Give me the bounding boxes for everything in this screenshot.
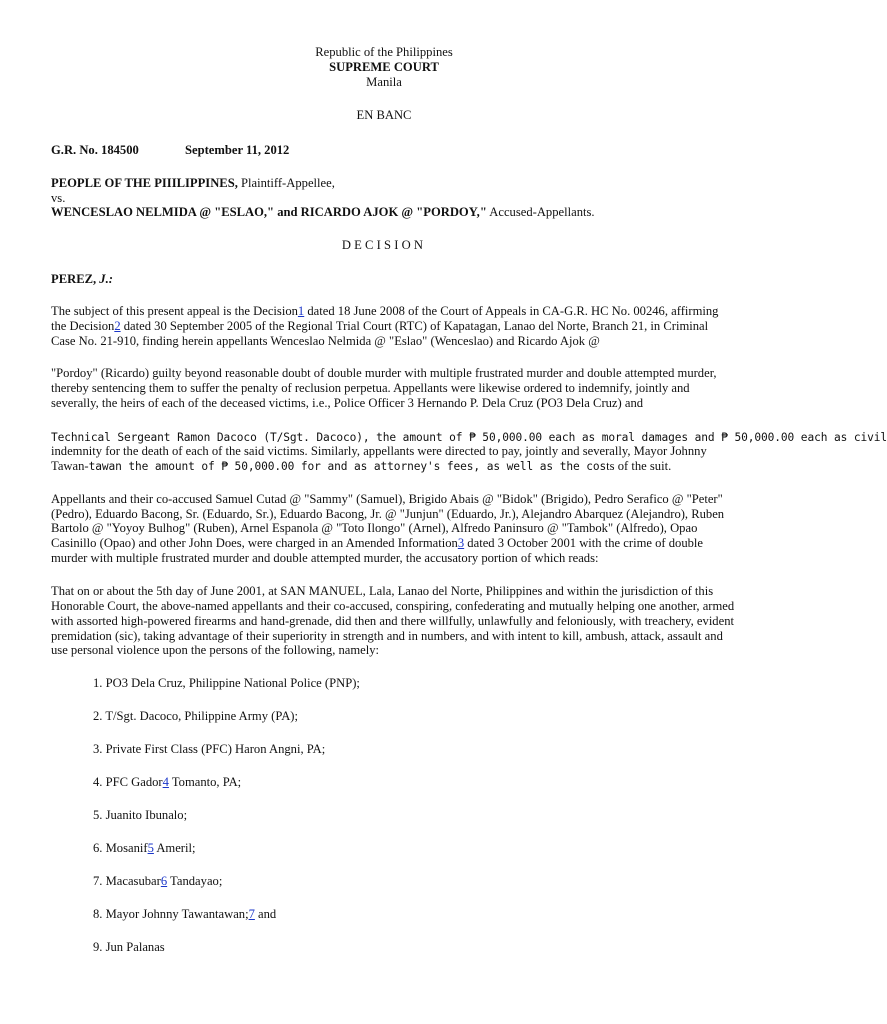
- para2-line3: severally, the heirs of each of the deceased victims, i.e., Police Officer 3 Hernando P. Dela Cruz (PO3 Dela Cruz) and: [51, 396, 644, 410]
- victim-text: 2. T/Sgt. Dacoco, Philippine Army (PA);: [93, 709, 298, 723]
- plaintiff-role: Plaintiff-Appellee,: [241, 176, 335, 190]
- victim-text: 9. Jun Palanas: [93, 940, 165, 954]
- para1-text: The subject of this present appeal is the Decision: [51, 304, 298, 318]
- ponente-name: PEREZ,: [51, 272, 97, 286]
- versus-text: vs.: [51, 191, 66, 205]
- victim-text: 1. PO3 Dela Cruz, Philippine National Police (PNP);: [93, 676, 360, 690]
- para4-line1: Appellants and their co-accused Samuel Cutad @ "Sammy" (Samuel), Brigido Abais @ "Bidok" (Brigido), Pedro Serafico @ "Peter": [51, 492, 723, 506]
- para3-text: ts of the suit.: [606, 459, 672, 473]
- para1-line2: [51, 319, 708, 334]
- para3-text: Tawan-: [51, 459, 89, 473]
- para5-line4: premidation (sic), taking advantage of their superiority in strength and in numbers, and with intent to kill, ambush, attack, assault and: [51, 629, 723, 643]
- para4-text: dated 3 October 2001 with the crime of double: [464, 536, 704, 550]
- accused-role: Accused-Appellants.: [489, 205, 595, 219]
- victim-text: 8. Mayor Johnny Tawantawan;: [93, 907, 249, 921]
- victim-list-item: [93, 775, 241, 790]
- accused-names: WENCESLAO NELMIDA @ "ESLAO," and RICARDO AJOK @ "PORDOY,": [51, 205, 487, 219]
- case-gr-number: G.R. No. 184500: [51, 143, 139, 157]
- footnote-link-4[interactable]: 4: [162, 775, 169, 789]
- plaintiff-line: [51, 176, 335, 191]
- victim-list-item: [93, 874, 222, 889]
- victim-text: 5. Juanito Ibunalo;: [93, 808, 188, 822]
- para2-line1: "Pordoy" (Ricardo) guilty beyond reasonable doubt of double murder with multiple frustrated murder and double attempted murder,: [51, 366, 717, 380]
- victim-text: Tomanto, PA;: [168, 775, 242, 789]
- footnote-link-2[interactable]: 2: [114, 319, 121, 333]
- para3-text: tawan the amount of ₱ 50,000.00 for and as attorney's fees, as well as the cos: [88, 460, 607, 473]
- victim-list-item: [93, 676, 360, 691]
- victim-text: 4. PFC Gador: [93, 775, 163, 789]
- plaintiff-name: PEOPLE OF THE PIIILIPPINES,: [51, 176, 238, 190]
- victim-list-item: [93, 808, 187, 823]
- para5-line1: That on or about the 5th day of June 2001, at SAN MANUEL, Lala, Lanao del Norte, Philippines and within the jurisdiction of this: [51, 584, 714, 598]
- accused-line: [51, 205, 595, 220]
- footnote-link-7[interactable]: 7: [248, 907, 255, 921]
- footnote-link-5[interactable]: 5: [147, 841, 154, 855]
- ponente-suffix: J.:: [99, 272, 113, 286]
- header-city: Manila: [366, 75, 402, 89]
- para5-line3: with assorted high-powered firearms and hand-grenade, did then and there willfully, unlawfully and feloniously, with treachery, evident: [51, 614, 734, 628]
- footnote-link-3[interactable]: 3: [457, 536, 465, 550]
- para5-line5: use personal violence upon the persons of the following, namely:: [51, 643, 380, 657]
- victim-text: and: [254, 907, 277, 921]
- ponente: [51, 272, 113, 287]
- para3-line1: Technical Sergeant Ramon Dacoco (T/Sgt. Dacoco), the amount of ₱ 50,000.00 each as moral damages and ₱ 50,000.00 each as civil: [51, 431, 887, 444]
- victim-text: Ameril;: [153, 841, 196, 855]
- para1-line3: Case No. 21-910, finding herein appellants Wenceslao Nelmida @ "Eslao" (Wenceslao) and Ricardo Ajok @: [51, 334, 600, 348]
- para3-line3: [51, 459, 671, 474]
- victim-list-item: [93, 742, 325, 757]
- header-division: EN BANC: [356, 108, 412, 122]
- para1-text: dated 18 June 2008 of the Court of Appeals in CA-G.R. HC No. 00246, affirming: [304, 304, 719, 318]
- victim-list-item: [93, 709, 298, 724]
- para4-line3: Bartolo @ "Yoyoy Bulhog" (Ruben), Arnel Espanola @ "Toto Ilongo" (Arnel), Alfredo Paninsuro @ "Tambok" (Alfredo), Opao: [51, 521, 698, 535]
- para4-line4: [51, 536, 703, 551]
- para1-text: dated 30 September 2005 of the Regional Trial Court (RTC) of Kapatagan, Lanao del Norte, Branch 21, in Criminal: [120, 319, 709, 333]
- para4-line2: (Pedro), Eduardo Bacong, Sr. (Eduardo, Sr.), Eduardo Bacong, Jr. @ "Junjun" (Eduardo, Jr.), Alejandro Abarquez (Alejandro), Ruben: [51, 507, 725, 521]
- decision-heading: DECISION: [341, 238, 427, 252]
- victim-text: 3. Private First Class (PFC) Haron Angni, PA;: [93, 742, 326, 756]
- para4-line5: murder with multiple frustrated murder and double attempted murder, the accusatory portion of which reads:: [51, 551, 599, 565]
- para3-line2: indemnity for the death of each of the said victims. Similarly, appellants were directed to pay, jointly and severally, Mayor Johnny: [51, 444, 707, 458]
- header-country: Republic of the Philippines: [315, 45, 453, 59]
- footnote-link-1[interactable]: 1: [297, 304, 305, 318]
- victim-list-item: [93, 841, 196, 856]
- footnote-link-6[interactable]: 6: [160, 874, 168, 888]
- para2-line2: thereby sentencing them to suffer the penalty of reclusion perpetua. Appellants were likewise ordered to indemnify, jointly and: [51, 381, 690, 395]
- victim-list-item: [93, 940, 165, 955]
- victim-list-item: [93, 907, 276, 922]
- victim-text: 7. Macasubar: [93, 874, 161, 888]
- para5-line2: Honorable Court, the above-named appellants and their co-accused, conspiring, confederating and mutually helping one another, armed: [51, 599, 735, 613]
- victim-text: 6. Mosanif: [93, 841, 148, 855]
- para1-line1: [51, 304, 718, 319]
- para1-text: the Decision: [51, 319, 115, 333]
- header-court: SUPREME COURT: [329, 60, 439, 74]
- victim-text: Tandayao;: [167, 874, 223, 888]
- case-date: September 11, 2012: [185, 143, 290, 157]
- para4-text: Casinillo (Opao) and other John Does, were charged in an Amended Information: [51, 536, 458, 550]
